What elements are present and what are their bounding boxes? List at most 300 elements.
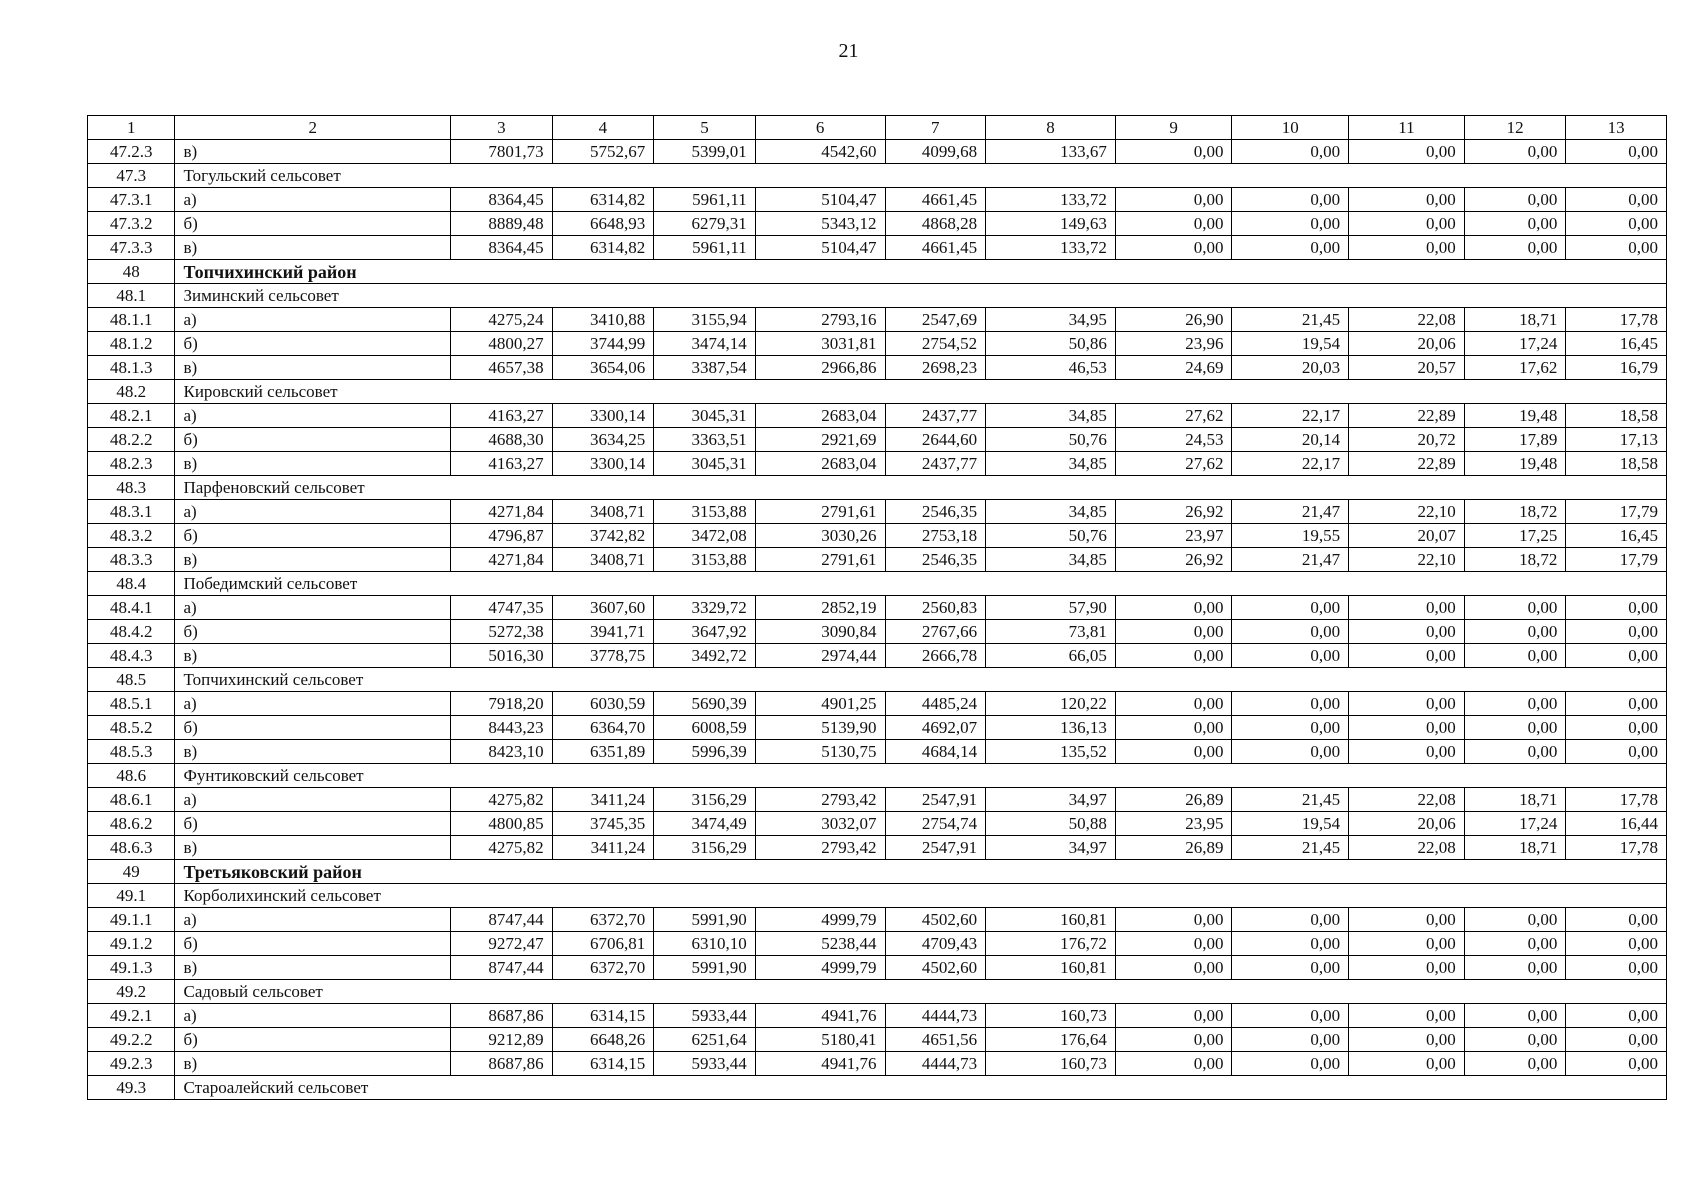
- table-cell: 17,78: [1566, 788, 1667, 812]
- table-cell: 18,72: [1464, 500, 1566, 524]
- row-variant: в): [175, 1052, 451, 1076]
- row-variant: в): [175, 356, 451, 380]
- section-row: [88, 380, 1667, 404]
- table-cell: 18,71: [1464, 836, 1566, 860]
- table-cell: 0,00: [1464, 596, 1566, 620]
- table-cell: 4163,27: [451, 404, 553, 428]
- table-cell: 8364,45: [451, 188, 553, 212]
- table-cell: 2546,35: [885, 548, 986, 572]
- table-cell: 4275,24: [451, 308, 553, 332]
- row-variant: в): [175, 452, 451, 476]
- table-cell: 20,72: [1349, 428, 1465, 452]
- table-cell: 23,97: [1115, 524, 1232, 548]
- table-cell: 3941,71: [552, 620, 654, 644]
- table-cell: 2791,61: [755, 548, 885, 572]
- table-cell: 6279,31: [654, 212, 756, 236]
- row-code: 49.2.1: [88, 1004, 175, 1028]
- table-cell: 5104,47: [755, 236, 885, 260]
- table-cell: 5238,44: [755, 932, 885, 956]
- table-cell: 19,54: [1232, 332, 1349, 356]
- table-cell: 133,72: [986, 188, 1116, 212]
- table-cell: 22,89: [1349, 452, 1465, 476]
- table-cell: 0,00: [1115, 140, 1232, 164]
- row-code: 49.3: [88, 1076, 175, 1100]
- table-cell: 8687,86: [451, 1052, 553, 1076]
- table-cell: 0,00: [1566, 740, 1667, 764]
- row-code: 47.3.2: [88, 212, 175, 236]
- page-number: 21: [838, 40, 859, 62]
- table-cell: 19,48: [1464, 404, 1566, 428]
- row-code: 49.2.2: [88, 1028, 175, 1052]
- district-name: Третьяковский район: [175, 860, 1667, 884]
- table-cell: 160,73: [986, 1052, 1116, 1076]
- row-code: 48.4.2: [88, 620, 175, 644]
- table-cell: 34,85: [986, 548, 1116, 572]
- table-cell: 160,81: [986, 956, 1116, 980]
- table-cell: 2793,42: [755, 836, 885, 860]
- table-cell: 3745,35: [552, 812, 654, 836]
- table-cell: 2754,74: [885, 812, 986, 836]
- table-cell: 5991,90: [654, 908, 756, 932]
- table-cell: 0,00: [1566, 956, 1667, 980]
- table-cell: 0,00: [1464, 1028, 1566, 1052]
- row-variant: б): [175, 716, 451, 740]
- table-cell: 0,00: [1566, 1004, 1667, 1028]
- table-cell: 4684,14: [885, 740, 986, 764]
- table-cell: 4163,27: [451, 452, 553, 476]
- table-cell: 17,79: [1566, 500, 1667, 524]
- row-code: 49.1.1: [88, 908, 175, 932]
- table-cell: 0,00: [1464, 908, 1566, 932]
- table-cell: 0,00: [1232, 692, 1349, 716]
- section-row: [88, 284, 1667, 308]
- row-code: 49.2.3: [88, 1052, 175, 1076]
- table-cell: 3090,84: [755, 620, 885, 644]
- table-cell: 6310,10: [654, 932, 756, 956]
- table-cell: 2547,91: [885, 836, 986, 860]
- row-variant: в): [175, 644, 451, 668]
- table-cell: 0,00: [1115, 908, 1232, 932]
- table-cell: 149,63: [986, 212, 1116, 236]
- table-cell: 18,58: [1566, 404, 1667, 428]
- table-cell: 0,00: [1349, 1004, 1465, 1028]
- section-row: [88, 884, 1667, 908]
- row-code: 48.3: [88, 476, 175, 500]
- table-cell: 50,76: [986, 428, 1116, 452]
- table-cell: 22,08: [1349, 788, 1465, 812]
- table-cell: 20,03: [1232, 356, 1349, 380]
- table-cell: 2644,60: [885, 428, 986, 452]
- table-cell: 3778,75: [552, 644, 654, 668]
- table-cell: 4661,45: [885, 188, 986, 212]
- table-cell: 22,17: [1232, 452, 1349, 476]
- table-cell: 6351,89: [552, 740, 654, 764]
- table-cell: 0,00: [1566, 908, 1667, 932]
- table-row: [88, 452, 1667, 476]
- table-cell: 3474,49: [654, 812, 756, 836]
- table-cell: 0,00: [1464, 932, 1566, 956]
- table-cell: 4271,84: [451, 548, 553, 572]
- table-cell: 2666,78: [885, 644, 986, 668]
- table-cell: 46,53: [986, 356, 1116, 380]
- table-cell: 24,69: [1115, 356, 1232, 380]
- row-code: 48.1.3: [88, 356, 175, 380]
- table-cell: 0,00: [1232, 716, 1349, 740]
- section-name: Тогульский сельсовет: [175, 164, 1667, 188]
- table-cell: 6648,93: [552, 212, 654, 236]
- table-row: [88, 956, 1667, 980]
- table-cell: 6314,15: [552, 1004, 654, 1028]
- table-cell: 0,00: [1349, 716, 1465, 740]
- header-row: [88, 116, 1667, 140]
- table-cell: 2437,77: [885, 404, 986, 428]
- table-row: [88, 404, 1667, 428]
- table-cell: 34,97: [986, 788, 1116, 812]
- row-code: 48.5.2: [88, 716, 175, 740]
- table-cell: 16,45: [1566, 332, 1667, 356]
- table-cell: 3155,94: [654, 308, 756, 332]
- row-code: 48: [88, 260, 175, 284]
- table-cell: 0,00: [1566, 716, 1667, 740]
- table-cell: 0,00: [1464, 620, 1566, 644]
- table-cell: 19,48: [1464, 452, 1566, 476]
- table-cell: 3030,26: [755, 524, 885, 548]
- row-variant: б): [175, 428, 451, 452]
- row-code: 48.3.3: [88, 548, 175, 572]
- table-cell: 160,73: [986, 1004, 1116, 1028]
- table-cell: 4688,30: [451, 428, 553, 452]
- table-cell: 16,45: [1566, 524, 1667, 548]
- table-cell: 2546,35: [885, 500, 986, 524]
- table-cell: 3654,06: [552, 356, 654, 380]
- table-cell: 9212,89: [451, 1028, 553, 1052]
- row-code: 48.2.1: [88, 404, 175, 428]
- table-cell: 0,00: [1232, 236, 1349, 260]
- table-cell: 5016,30: [451, 644, 553, 668]
- table-cell: 2753,18: [885, 524, 986, 548]
- table-cell: 0,00: [1566, 692, 1667, 716]
- table-cell: 73,81: [986, 620, 1116, 644]
- table-cell: 2791,61: [755, 500, 885, 524]
- table-cell: 16,79: [1566, 356, 1667, 380]
- table-cell: 18,58: [1566, 452, 1667, 476]
- table-cell: 8747,44: [451, 956, 553, 980]
- table-cell: 21,45: [1232, 836, 1349, 860]
- table-cell: 3032,07: [755, 812, 885, 836]
- table-row: [88, 908, 1667, 932]
- table-cell: 2754,52: [885, 332, 986, 356]
- table-cell: 5180,41: [755, 1028, 885, 1052]
- table-cell: 4941,76: [755, 1052, 885, 1076]
- table-cell: 0,00: [1566, 932, 1667, 956]
- table-cell: 17,89: [1464, 428, 1566, 452]
- table-cell: 6314,15: [552, 1052, 654, 1076]
- column-header: 11: [1349, 116, 1465, 140]
- table-cell: 0,00: [1566, 236, 1667, 260]
- table-cell: 18,71: [1464, 788, 1566, 812]
- table-cell: 7918,20: [451, 692, 553, 716]
- column-header: 7: [885, 116, 986, 140]
- table-cell: 0,00: [1349, 932, 1465, 956]
- table-row: [88, 812, 1667, 836]
- table-cell: 57,90: [986, 596, 1116, 620]
- table-cell: 0,00: [1115, 644, 1232, 668]
- table-row: [88, 524, 1667, 548]
- table-cell: 9272,47: [451, 932, 553, 956]
- table-cell: 6008,59: [654, 716, 756, 740]
- table-cell: 21,47: [1232, 548, 1349, 572]
- column-header: 9: [1115, 116, 1232, 140]
- row-code: 47.3.3: [88, 236, 175, 260]
- row-code: 49.1.2: [88, 932, 175, 956]
- row-variant: в): [175, 236, 451, 260]
- table-cell: 5399,01: [654, 140, 756, 164]
- table-cell: 0,00: [1349, 236, 1465, 260]
- table-row: [88, 788, 1667, 812]
- table-cell: 0,00: [1115, 212, 1232, 236]
- table-cell: 0,00: [1232, 1052, 1349, 1076]
- table-cell: 5343,12: [755, 212, 885, 236]
- table-cell: 0,00: [1566, 188, 1667, 212]
- table-cell: 120,22: [986, 692, 1116, 716]
- table-row: [88, 332, 1667, 356]
- row-code: 48.1.2: [88, 332, 175, 356]
- row-variant: в): [175, 956, 451, 980]
- section-row: [88, 668, 1667, 692]
- row-code: 48.3.2: [88, 524, 175, 548]
- table-cell: 3607,60: [552, 596, 654, 620]
- table-row: [88, 548, 1667, 572]
- table-cell: 4941,76: [755, 1004, 885, 1028]
- table-row: [88, 212, 1667, 236]
- table-cell: 0,00: [1464, 740, 1566, 764]
- table-cell: 0,00: [1349, 212, 1465, 236]
- table-cell: 5991,90: [654, 956, 756, 980]
- table-cell: 22,08: [1349, 308, 1465, 332]
- table-cell: 0,00: [1349, 620, 1465, 644]
- table-cell: 5961,11: [654, 236, 756, 260]
- table-cell: 26,90: [1115, 308, 1232, 332]
- table-cell: 0,00: [1349, 596, 1465, 620]
- table-cell: 3744,99: [552, 332, 654, 356]
- row-variant: а): [175, 188, 451, 212]
- column-header: 12: [1464, 116, 1566, 140]
- table-cell: 4444,73: [885, 1004, 986, 1028]
- row-code: 47.3: [88, 164, 175, 188]
- table-cell: 8747,44: [451, 908, 553, 932]
- table-cell: 0,00: [1115, 620, 1232, 644]
- table-cell: 6706,81: [552, 932, 654, 956]
- table-cell: 4651,56: [885, 1028, 986, 1052]
- column-header: 5: [654, 116, 756, 140]
- row-variant: а): [175, 404, 451, 428]
- row-code: 48.1.1: [88, 308, 175, 332]
- table-cell: 8423,10: [451, 740, 553, 764]
- table-cell: 0,00: [1349, 1052, 1465, 1076]
- table-row: [88, 236, 1667, 260]
- table-cell: 0,00: [1232, 212, 1349, 236]
- table-cell: 8889,48: [451, 212, 553, 236]
- table-cell: 0,00: [1566, 1028, 1667, 1052]
- row-variant: в): [175, 548, 451, 572]
- table-cell: 17,25: [1464, 524, 1566, 548]
- table-cell: 5272,38: [451, 620, 553, 644]
- table-cell: 4502,60: [885, 908, 986, 932]
- table-cell: 26,92: [1115, 548, 1232, 572]
- section-name: Зиминский сельсовет: [175, 284, 1667, 308]
- row-code: 48.4: [88, 572, 175, 596]
- row-code: 48.3.1: [88, 500, 175, 524]
- table-cell: 0,00: [1566, 212, 1667, 236]
- table-cell: 4901,25: [755, 692, 885, 716]
- table-cell: 0,00: [1349, 140, 1465, 164]
- table-cell: 0,00: [1115, 1004, 1232, 1028]
- table-cell: 0,00: [1566, 1052, 1667, 1076]
- table-cell: 16,44: [1566, 812, 1667, 836]
- table-cell: 0,00: [1464, 1052, 1566, 1076]
- table-cell: 136,13: [986, 716, 1116, 740]
- row-code: 47.2.3: [88, 140, 175, 164]
- table-cell: 3742,82: [552, 524, 654, 548]
- table-cell: 3153,88: [654, 548, 756, 572]
- table-cell: 4099,68: [885, 140, 986, 164]
- table-cell: 2793,42: [755, 788, 885, 812]
- table-cell: 3410,88: [552, 308, 654, 332]
- table-cell: 4999,79: [755, 908, 885, 932]
- row-code: 48.1: [88, 284, 175, 308]
- column-header: 4: [552, 116, 654, 140]
- table-cell: 0,00: [1115, 740, 1232, 764]
- table-cell: 3408,71: [552, 500, 654, 524]
- column-header: 10: [1232, 116, 1349, 140]
- table-cell: 0,00: [1464, 188, 1566, 212]
- table-cell: 0,00: [1349, 908, 1465, 932]
- district-row: [88, 260, 1667, 284]
- table-row: [88, 836, 1667, 860]
- table-cell: 0,00: [1464, 212, 1566, 236]
- table-cell: 19,54: [1232, 812, 1349, 836]
- row-variant: б): [175, 1028, 451, 1052]
- table-cell: 2437,77: [885, 452, 986, 476]
- row-variant: в): [175, 740, 451, 764]
- table-cell: 26,89: [1115, 836, 1232, 860]
- row-code: 49.2: [88, 980, 175, 1004]
- section-name: Победимский сельсовет: [175, 572, 1667, 596]
- row-code: 49.1.3: [88, 956, 175, 980]
- table-cell: 3474,14: [654, 332, 756, 356]
- row-variant: б): [175, 620, 451, 644]
- table-cell: 0,00: [1232, 1004, 1349, 1028]
- table-cell: 3647,92: [654, 620, 756, 644]
- table-row: [88, 188, 1667, 212]
- table-cell: 20,07: [1349, 524, 1465, 548]
- table-cell: 7801,73: [451, 140, 553, 164]
- column-header: 8: [986, 116, 1116, 140]
- table-cell: 6372,70: [552, 956, 654, 980]
- table-cell: 0,00: [1464, 956, 1566, 980]
- table-cell: 21,45: [1232, 788, 1349, 812]
- table-cell: 3387,54: [654, 356, 756, 380]
- table-cell: 2966,86: [755, 356, 885, 380]
- table-cell: 17,78: [1566, 308, 1667, 332]
- table-cell: 0,00: [1464, 692, 1566, 716]
- row-code: 48.5: [88, 668, 175, 692]
- table-cell: 0,00: [1349, 188, 1465, 212]
- row-code: 48.2.2: [88, 428, 175, 452]
- section-row: [88, 164, 1667, 188]
- row-variant: а): [175, 788, 451, 812]
- table-row: [88, 140, 1667, 164]
- section-row: [88, 764, 1667, 788]
- section-name: Фунтиковский сельсовет: [175, 764, 1667, 788]
- table-cell: 0,00: [1349, 956, 1465, 980]
- table-cell: 2560,83: [885, 596, 986, 620]
- table-cell: 0,00: [1115, 692, 1232, 716]
- section-name: Корболихинский сельсовет: [175, 884, 1667, 908]
- table-cell: 18,72: [1464, 548, 1566, 572]
- table-cell: 19,55: [1232, 524, 1349, 548]
- table-cell: 4275,82: [451, 788, 553, 812]
- table-cell: 50,88: [986, 812, 1116, 836]
- table-cell: 4747,35: [451, 596, 553, 620]
- table-cell: 2767,66: [885, 620, 986, 644]
- table-row: [88, 1004, 1667, 1028]
- table-cell: 5961,11: [654, 188, 756, 212]
- table-cell: 4542,60: [755, 140, 885, 164]
- row-variant: б): [175, 332, 451, 356]
- table-cell: 0,00: [1232, 620, 1349, 644]
- table-cell: 5752,67: [552, 140, 654, 164]
- table-cell: 0,00: [1115, 932, 1232, 956]
- table-cell: 3411,24: [552, 836, 654, 860]
- row-variant: а): [175, 308, 451, 332]
- column-header: 13: [1566, 116, 1667, 140]
- table-cell: 50,86: [986, 332, 1116, 356]
- table-cell: 6030,59: [552, 692, 654, 716]
- row-variant: в): [175, 836, 451, 860]
- table-cell: 3300,14: [552, 404, 654, 428]
- table-cell: 6314,82: [552, 236, 654, 260]
- section-name: Топчихинский сельсовет: [175, 668, 1667, 692]
- district-row: [88, 860, 1667, 884]
- table-cell: 3408,71: [552, 548, 654, 572]
- table-cell: 4868,28: [885, 212, 986, 236]
- tariff-table: [87, 115, 1667, 1100]
- table-cell: 22,08: [1349, 836, 1465, 860]
- table-cell: 0,00: [1464, 1004, 1566, 1028]
- table-cell: 22,89: [1349, 404, 1465, 428]
- table-cell: 27,62: [1115, 452, 1232, 476]
- table-cell: 66,05: [986, 644, 1116, 668]
- table-cell: 6648,26: [552, 1028, 654, 1052]
- table-cell: 20,57: [1349, 356, 1465, 380]
- table-cell: 4657,38: [451, 356, 553, 380]
- table-cell: 0,00: [1232, 740, 1349, 764]
- table-cell: 0,00: [1115, 236, 1232, 260]
- table-cell: 8443,23: [451, 716, 553, 740]
- table-row: [88, 428, 1667, 452]
- table-cell: 3472,08: [654, 524, 756, 548]
- table-cell: 2974,44: [755, 644, 885, 668]
- table-cell: 2547,91: [885, 788, 986, 812]
- row-variant: б): [175, 212, 451, 236]
- table-row: [88, 596, 1667, 620]
- row-code: 48.5.1: [88, 692, 175, 716]
- table-cell: 0,00: [1115, 956, 1232, 980]
- column-header: 6: [755, 116, 885, 140]
- row-code: 49: [88, 860, 175, 884]
- row-variant: а): [175, 908, 451, 932]
